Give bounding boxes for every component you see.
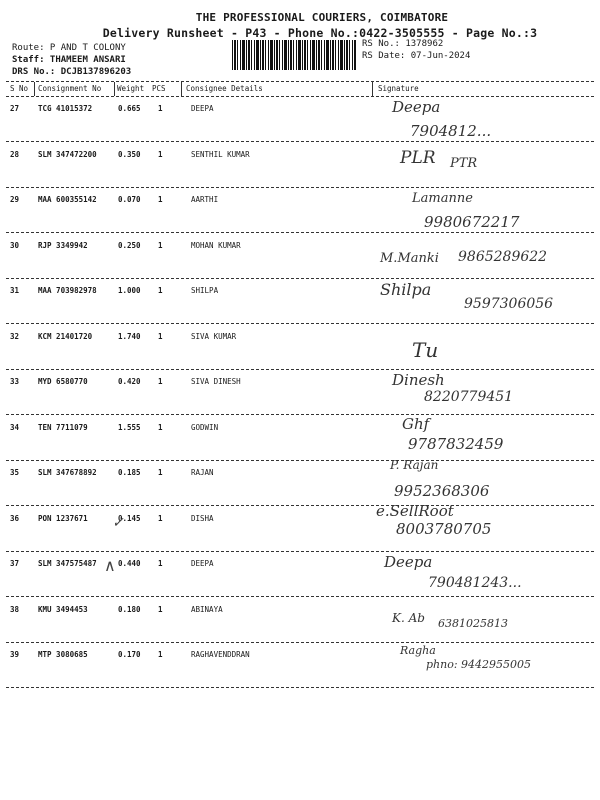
row-pcs: 1 [158, 513, 163, 523]
row-divider [6, 323, 594, 324]
handwritten-signature: 9980672217 [424, 213, 520, 231]
row-consignee: SIVA DINESH [191, 377, 241, 386]
row-sno: 35 [10, 468, 20, 477]
row-consignee: MOHAN KUMAR [191, 240, 241, 250]
row-divider [6, 551, 594, 552]
row-divider [6, 460, 594, 461]
row-sno: 37 [10, 559, 20, 568]
row-consignee: AARTHI [191, 195, 219, 204]
handwritten-signature: Lamanne [412, 191, 473, 206]
row-sno: 36 [10, 513, 20, 523]
row-consignee: DEEPA [191, 104, 214, 113]
row-sno: 28 [10, 149, 20, 159]
row-consignment-no: SLM 347678892 [38, 468, 97, 477]
row-weight: 0.170 [118, 650, 141, 659]
row-divider [6, 369, 594, 370]
handwritten-signature: e.SellRoot [376, 501, 454, 520]
row-sno: 32 [10, 331, 20, 341]
row-weight: 1.740 [118, 331, 141, 341]
runsheet-title: Delivery Runsheet - P43 - Phone No.:0422-3505555 - Page No.:3 [102, 26, 538, 40]
row-pcs: 1 [158, 559, 163, 568]
row-divider [6, 642, 594, 643]
route-label: Route: P AND T COLONY [12, 43, 126, 53]
row-consignment-no: KCM 21401720 [38, 331, 93, 341]
company-title: THE PROFESSIONAL COURIERS, COIMBATORE [195, 11, 449, 24]
col-divider [34, 82, 35, 96]
row-pcs: 1 [158, 422, 163, 432]
col-divider [114, 82, 115, 96]
col-header-weight: Weight [117, 84, 145, 93]
handwritten-signature: Tu [412, 337, 439, 362]
row-consignee: RAGHAVENDDRAN [191, 650, 250, 659]
row-divider [6, 141, 594, 142]
handwritten-signature: P. Rajan [390, 458, 439, 472]
row-sno: 30 [10, 240, 20, 250]
row-sno: 29 [10, 195, 20, 204]
row-divider [6, 596, 594, 597]
row-consignment-no: MAA 703982978 [38, 286, 97, 295]
pen-caret-mark: ∧ [104, 556, 116, 575]
row-consignment-no: TEN 7711079 [38, 422, 88, 432]
row-consignee: GODWIN [191, 422, 219, 432]
row-pcs: 1 [158, 195, 163, 204]
row-divider [6, 505, 594, 506]
handwritten-signature: phno: 9442955005 [426, 658, 532, 671]
row-weight: 0.180 [118, 604, 141, 614]
row-sno: 31 [10, 286, 20, 295]
row-weight: 0.145 [118, 513, 141, 523]
row-weight: 1.555 [118, 422, 141, 432]
col-header-pcs: PCS [152, 84, 166, 93]
handwritten-signature: PTR [450, 155, 478, 171]
handwritten-signature: Deepa [392, 98, 441, 116]
barcode [232, 40, 356, 70]
row-weight: 1.000 [118, 286, 141, 295]
row-pcs: 1 [158, 240, 163, 250]
row-pcs: 1 [158, 604, 163, 614]
row-weight: 0.350 [118, 149, 141, 159]
row-sno: 27 [10, 104, 20, 113]
rs-number: RS No.: 1378962 [362, 39, 444, 49]
row-divider [6, 278, 594, 279]
row-sno: 39 [10, 650, 20, 659]
handwritten-signature: 9597306056 [464, 296, 554, 312]
handwritten-signature: Ghf [402, 414, 430, 433]
row-consignment-no: TCG 41015372 [38, 104, 93, 113]
col-header-sno: S No [10, 84, 29, 93]
row-consignee: SIVA KUMAR [191, 331, 237, 341]
row-sno: 33 [10, 377, 20, 386]
handwritten-signature: 8220779451 [424, 389, 514, 405]
row-pcs: 1 [158, 650, 163, 659]
row-consignment-no: MTP 3080685 [38, 650, 88, 659]
row-consignee: SHILPA [191, 286, 219, 295]
row-weight: 0.185 [118, 468, 141, 477]
handwritten-signature: Shilpa [380, 280, 432, 299]
handwritten-signature: 9865289622 [458, 248, 548, 265]
col-header-consignment: Consignment No [38, 84, 102, 93]
row-consignment-no: RJP 3349942 [38, 240, 88, 250]
row-consignment-no: PON 1237671 [38, 513, 88, 523]
row-consignment-no: MYD 6580770 [38, 377, 88, 386]
col-header-consignee: Consignee Details [186, 84, 263, 93]
row-pcs: 1 [158, 377, 163, 386]
handwritten-signature: K. Ab [392, 610, 425, 625]
row-consignee: DEEPA [191, 559, 214, 568]
row-sno: 38 [10, 604, 20, 614]
row-consignment-no: SLM 347575487 [38, 559, 97, 568]
row-weight: 0.420 [118, 377, 141, 386]
row-weight: 0.070 [118, 195, 141, 204]
row-pcs: 1 [158, 286, 163, 295]
handwritten-signature: 6381025813 [438, 616, 508, 630]
row-consignee: DISHA [191, 513, 214, 523]
rs-date: RS Date: 07-Jun-2024 [362, 51, 471, 61]
row-divider [6, 414, 594, 415]
row-consignment-no: SLM 347472200 [38, 149, 97, 159]
row-pcs: 1 [158, 149, 163, 159]
handwritten-signature: 790481243... [428, 575, 522, 591]
row-sno: 34 [10, 422, 20, 432]
handwritten-signature: 9787832459 [408, 434, 504, 453]
row-pcs: 1 [158, 468, 163, 477]
col-divider [372, 82, 373, 96]
row-consignment-no: MAA 600355142 [38, 195, 97, 204]
handwritten-signature: 9952368306 [394, 482, 490, 500]
handwritten-signature: 7904812... [410, 122, 492, 140]
col-header-signature: Signature [378, 84, 419, 93]
row-weight: 0.665 [118, 104, 141, 113]
row-consignee: SENTHIL KUMAR [191, 149, 250, 159]
row-divider [6, 232, 594, 233]
col-divider [181, 82, 182, 96]
handwritten-signature: Dinesh [392, 371, 445, 389]
handwritten-signature: 8003780705 [396, 519, 492, 538]
handwritten-signature: PLR [400, 147, 436, 168]
pen-tick-mark: ✓ [112, 515, 124, 531]
row-pcs: 1 [158, 104, 163, 113]
row-weight: 0.440 [118, 559, 141, 568]
row-consignment-no: KMU 3494453 [38, 604, 88, 614]
header-top-rule [6, 81, 594, 82]
header-bottom-rule [6, 96, 594, 97]
handwritten-signature: Deepa [384, 553, 433, 571]
row-pcs: 1 [158, 331, 163, 341]
row-divider [6, 187, 594, 188]
row-consignee: ABINAYA [191, 604, 223, 614]
row-divider [6, 687, 594, 688]
handwritten-signature: M.Manki [380, 250, 439, 266]
drs-label: DRS No.: DCJB137896203 [12, 67, 132, 77]
row-consignee: RAJAN [191, 468, 214, 477]
staff-label: Staff: THAMEEM ANSARI [12, 55, 126, 65]
handwritten-signature: Ragha [400, 644, 436, 657]
row-weight: 0.250 [118, 240, 141, 250]
